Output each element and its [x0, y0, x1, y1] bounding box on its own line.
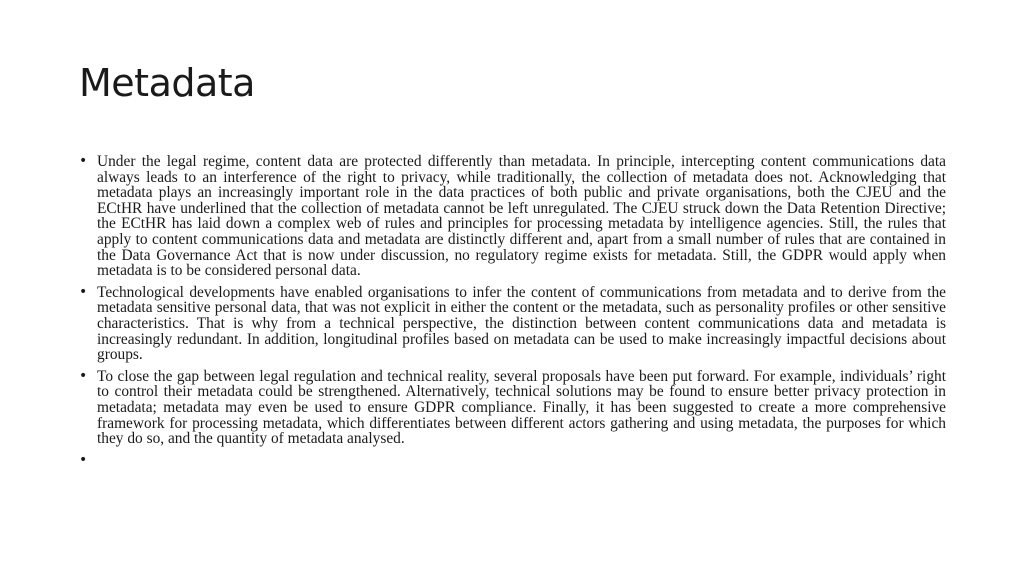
bullet-icon: •: [79, 283, 88, 300]
bullet-item-3: [79, 369, 946, 447]
bullet-item-2: [79, 285, 946, 363]
bullet-item-4: [79, 453, 946, 469]
bullet-text: To close the gap between legal regulation and technical reality, several proposals have been put forward. For example, individuals’ right to control their metadata could be strengthened. Alternatively, technical solutions may be found to ensure better privacy protection in metadata; metadata may even be used to ensure GDPR compliance. Finally, it has been suggested to create a more comprehensive framework for processing metadata, which differentiates between different actors gathering and using metadata, the purposes for which they do so, and the quantity of metadata analysed.: [97, 367, 946, 448]
bullet-icon: •: [79, 451, 88, 468]
slide-title: Metadata: [79, 61, 255, 105]
bullet-text: Under the legal regime, content data are protected differently than metadata. In principle, intercepting content communications data always leads to an interference of the right to privacy, while traditionally, the collection of metadata does not. Acknowledging that metadata plays an increasingly important role in the data practices of both public and private organisations, both the CJEU and the ECtHR have underlined that the collection of metadata cannot be left unregulated. The CJEU struck down the Data Retention Directive; the ECtHR has laid down a complex web of rules and principles for processing metadata by intelligence agencies. Still, the rules that apply to content communications data and metadata are distinctly different and, apart from a small number of rules that are contained in the Data Governance Act that is now under discussion, no regulatory regime exists for metadata. Still, the GDPR would apply when metadata is to be considered personal data.: [97, 153, 946, 280]
bullet-list: [79, 154, 946, 474]
bullet-item-1: [79, 154, 946, 279]
bullet-icon: •: [79, 367, 88, 384]
bullet-text: Technological developments have enabled organisations to infer the content of communications from metadata and to derive from the metadata sensitive personal data, that was not explicit in either the content or the metadata, such as personality profiles or other sensitive characteristics. That is why from a technical perspective, the distinction between content communications data and metadata is increasingly redundant. In addition, longitudinal profiles based on metadata can be used to make increasingly impactful decisions about groups.: [97, 283, 946, 364]
bullet-icon: •: [79, 153, 88, 169]
